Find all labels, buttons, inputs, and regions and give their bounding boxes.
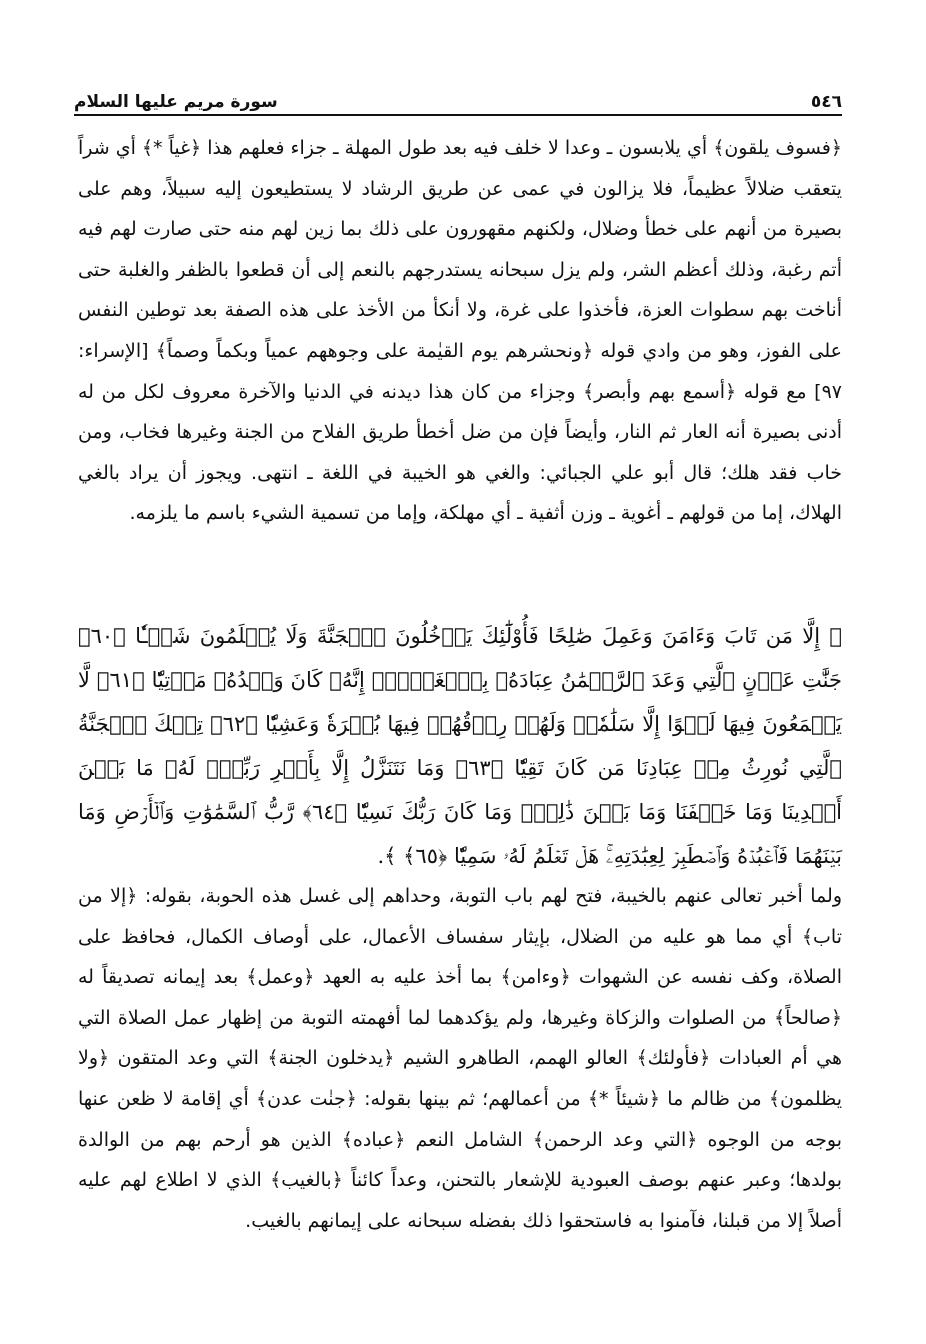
surah-title: سورة مريم عليها السلام xyxy=(74,92,278,112)
header-divider xyxy=(74,114,842,116)
quran-verses-block xyxy=(78,614,842,878)
page-header xyxy=(74,78,842,112)
quran-verses-text: ﴿ إِلَّا مَن تَابَ وَءَامَنَ وَعَمِلَ صَٰلِحًا فَأُوْلَٰٓئِكَ يَدۡخُلُونَ ٱلۡجَنَّةَ وَلَا يُظۡلَمُونَ شَيۡـٔٗا ﴿٦٠﴾ جَنَّٰتِ عَدۡنٍ ٱلَّتِي وَعَدَ ٱلرَّحۡمَٰنُ عِبَادَهُۥ بِٱلۡغَيۡبِۚ إِنَّهُۥ كَانَ وَعۡدُهُۥ مَأۡتِيّٗا ﴿٦١﴾ لَّا يَسۡمَعُونَ فِيهَا لَغۡوًا إِلَّا سَلَٰمٗاۖ وَلَهُمۡ رِزۡقُهُمۡ فِيهَا بُكۡرَةٗ وَعَشِيّٗا ﴿٦٢﴾ تِلۡكَ ٱلۡجَنَّةُ ٱلَّتِي نُورِثُ مِنۡ عِبَادِنَا مَن كَانَ تَقِيّٗا ﴿٦٣﴾ وَمَا نَتَنَزَّلُ إِلَّا بِأَمۡرِ رَبِّكَۖ لَهُۥ مَا بَيۡنَ أَيۡدِينَا وَمَا خَلۡفَنَا وَمَا بَيۡنَ ذَٰلِكَۚ وَمَا كَانَ رَبُّكَ نَسِيّٗا ﴿٦٤﴾ رَّبُّ ٱلسَّمَٰوَٰتِ وَٱلۡأَرۡضِ وَمَا بَيۡنَهُمَا فَٱعۡبُدۡهُ وَٱصۡطَبِرۡ لِعِبَٰدَتِهِۦۚ هَلۡ تَعۡلَمُ لَهُۥ سَمِيّٗا ﴿٦٥﴾ ﴾. xyxy=(78,624,843,868)
commentary-paragraph-2 xyxy=(78,876,842,1241)
paragraph-text: ﴿فسوف يلقون﴾ أي يلابسون ـ وعدا لا خلف فيه بعد طول المهلة ـ جزاء فعلهم هذا ﴿غياً *﴾ أي شراً يتعقب ضلالاً عظيماً، فلا يزالون في عمى عن طريق الرشاد لا يستطيعون إليه سبيلاً، وهم على بصيرة من أنهم على خطأ وضلال، ولكنهم مقهورون على ذلك بما زين لهم منه حتى صارت لهم فيه أتم رغبة، وذلك أعظم الشر، ولم يزل سبحانه يستدرجهم بالنعم إلى أن قطعوا بالظفر والغلبة حتى أناخت بهم سطوات العزة، فأخذوا على غرة، ولا أنكأ من الأخذ على هذه الصفة بعد توطين النفس على الفوز، وهو من وادي قوله ﴿ونحشرهم يوم القيٰمة على وجوههم عمياً وبكماً وصماً﴾ [الإسراء: ٩٧] مع قوله ﴿أسمع بهم وأبصر﴾ وجزاء من كان هذا ديدنه في الدنيا والآخرة معروف لكل من له أدنى بصيرة أنه العار ثم النار، وأيضاً فإن من ضل أخطأ طريق الفلاح من الجنة وغيرها فخاب، ومن خاب فقد هلك؛ قال أبو علي الجبائي: والغي هو الخيبة في اللغة ـ انتهى. ويجوز أن يراد بالغي الهلاك، إما من قولهم ـ أغوية ـ وزن أثفية ـ أي مهلكة، وإما من تسمية الشيء باسم ما يلزمه. xyxy=(78,137,842,525)
commentary-paragraph-1 xyxy=(78,128,842,534)
paragraph-text: ولما أخبر تعالى عنهم بالخيبة، فتح لهم باب التوبة، وحداهم إلى غسل هذه الحوبة، بقوله: ﴿إلا من تاب﴾ أي مما هو عليه من الضلال، بإيثار سفساف الأعمال، على أوصاف الكمال، فحافظ على الصلاة، وكف نفسه عن الشهوات ﴿وءامن﴾ بما أخذ عليه به العهد ﴿وعمل﴾ بعد إيمانه تصديقاً له ﴿صالحاً﴾ من الصلوات والزكاة وغيرها، ولم يؤكدهما لما أفهمته التوبة من إظهار عمل الصلاة التي هي أم العبادات ﴿فأولئك﴾ العالو الهمم، الطاهرو الشيم ﴿يدخلون الجنة﴾ التي وعد المتقون ﴿ولا يظلمون﴾ من ظالم ما ﴿شيئاً *﴾ من أعمالهم؛ ثم بينها بقوله: ﴿جنٰت عدن﴾ أي إقامة لا ظعن عنها بوجه من الوجوه ﴿التي وعد الرحمن﴾ الشامل النعم ﴿عباده﴾ الذين هو أرحم بهم من الوالدة بولدها؛ وعبر عنهم بوصف العبودية للإشعار بالتحنن، وعداً كائناً ﴿بالغيب﴾ الذي لا اطلاع لهم عليه أصلاً إلا من قبلنا، فآمنوا به فاستحقوا ذلك بفضله سبحانه على إيمانهم بالغيب. xyxy=(78,885,842,1232)
page-number: ٥٤٦ xyxy=(810,92,842,112)
